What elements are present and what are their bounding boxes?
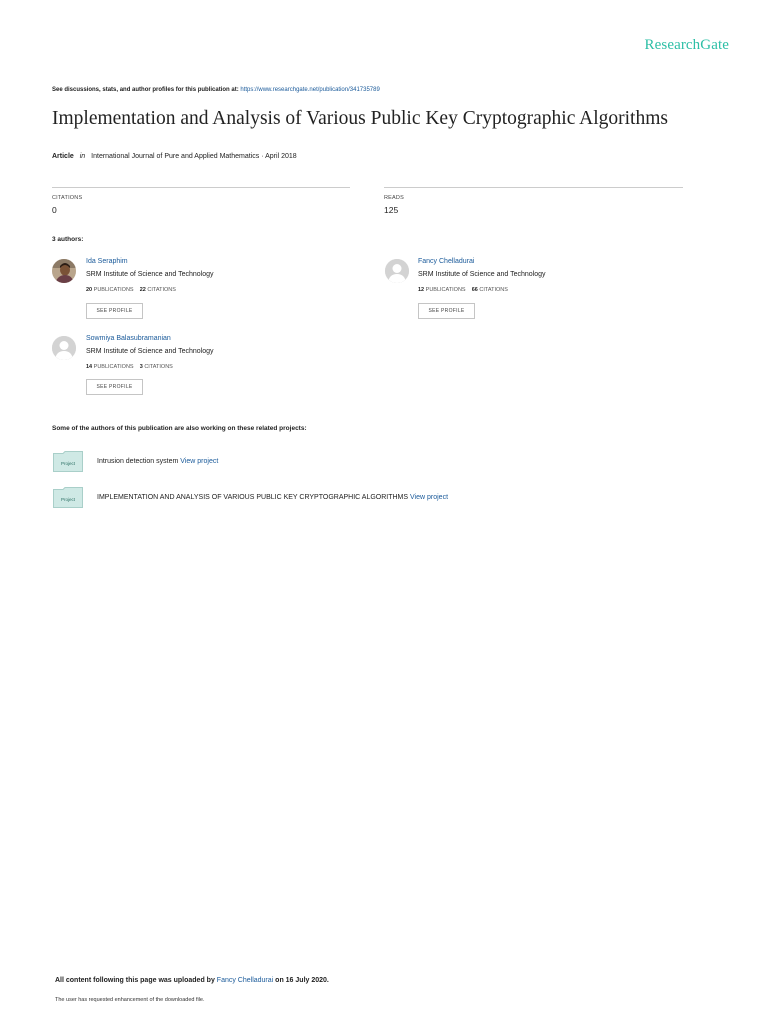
project-row — [97, 494, 448, 501]
publications-count: 14 — [86, 364, 93, 370]
publications-count: 12 — [418, 287, 425, 293]
citations-count: 22 — [139, 287, 146, 293]
see-discussions-line — [52, 87, 380, 93]
publications-label: PUBLICATIONS — [93, 287, 134, 293]
citations-value: 0 — [52, 205, 57, 215]
citations-label: CITATIONS — [479, 287, 508, 293]
researchgate-logo[interactable]: ResearchGate — [644, 37, 729, 53]
in-word: in — [79, 153, 86, 160]
author-institution-link[interactable]: SRM Institute of Science and Technology — [418, 271, 546, 278]
citations-label: CITATIONS — [144, 364, 173, 370]
citations-count: 3 — [139, 364, 143, 370]
uploaded-by-line — [55, 977, 329, 984]
project-name: Intrusion detection system — [97, 458, 179, 465]
citations-label: CITATIONS — [147, 287, 176, 293]
author-name-link[interactable]: Fancy Chelladurai — [418, 258, 475, 265]
publication-title: Implementation and Analysis of Various Public Key Cryptographic Algorithms — [52, 108, 668, 129]
project-icon-label: Project — [60, 497, 76, 502]
enhancement-note: The user has requested enhancement of the downloaded file. — [55, 997, 205, 1003]
citations-label: CITATIONS — [52, 195, 83, 201]
author-institution-link[interactable]: SRM Institute of Science and Technology — [86, 271, 214, 278]
publications-label: PUBLICATIONS — [93, 364, 134, 370]
see-profile-button[interactable]: SEE PROFILE — [86, 379, 143, 395]
author-avatar-placeholder[interactable] — [52, 336, 76, 360]
meta-separator: · — [261, 153, 264, 160]
publication-type: Article — [52, 153, 74, 160]
view-project-link[interactable]: View project — [410, 494, 449, 501]
journal-name[interactable]: International Journal of Pure and Applied Mathematics — [91, 153, 260, 160]
publications-count: 20 — [86, 287, 93, 293]
project-row — [97, 458, 218, 465]
reads-value: 125 — [384, 205, 399, 215]
author-stats — [86, 287, 176, 293]
related-projects-heading: Some of the authors of this publication are also working on these related projects: — [52, 425, 307, 432]
author-name-link[interactable]: Sowmiya Balasubramanian — [86, 335, 171, 342]
uploaded-suffix: on 16 July 2020. — [275, 977, 329, 984]
project-name: IMPLEMENTATION AND ANALYSIS OF VARIOUS PUBLIC KEY CRYPTOGRAPHIC ALGORITHMS — [97, 494, 409, 501]
uploader-link[interactable]: Fancy Chelladurai — [216, 977, 274, 984]
publication-meta — [52, 153, 297, 160]
author-avatar-photo[interactable] — [52, 259, 76, 283]
authors-heading: 3 authors: — [52, 236, 84, 243]
see-profile-button[interactable]: SEE PROFILE — [86, 303, 143, 319]
view-project-link[interactable]: View project — [180, 458, 219, 465]
project-folder-icon — [53, 451, 83, 472]
see-discussions-text: See discussions, stats, and author profiles for this publication at: — [52, 87, 239, 93]
author-stats — [86, 364, 173, 370]
author-stats — [418, 287, 508, 293]
publication-date: April 2018 — [265, 153, 297, 160]
citations-divider — [52, 187, 350, 188]
reads-label: READS — [384, 195, 404, 201]
project-folder-icon — [53, 487, 83, 508]
project-icon-label: Project — [60, 461, 76, 466]
see-profile-button[interactable]: SEE PROFILE — [418, 303, 475, 319]
publication-url-link[interactable]: https://www.researchgate.net/publication/341735789 — [240, 87, 380, 93]
reads-divider — [384, 187, 683, 188]
uploaded-prefix: All content following this page was uploaded by — [55, 977, 215, 984]
publications-label: PUBLICATIONS — [425, 287, 466, 293]
author-name-link[interactable]: Ida Seraphim — [86, 258, 128, 265]
citations-count: 66 — [471, 287, 478, 293]
author-institution-link[interactable]: SRM Institute of Science and Technology — [86, 348, 214, 355]
author-avatar-placeholder[interactable] — [385, 259, 409, 283]
